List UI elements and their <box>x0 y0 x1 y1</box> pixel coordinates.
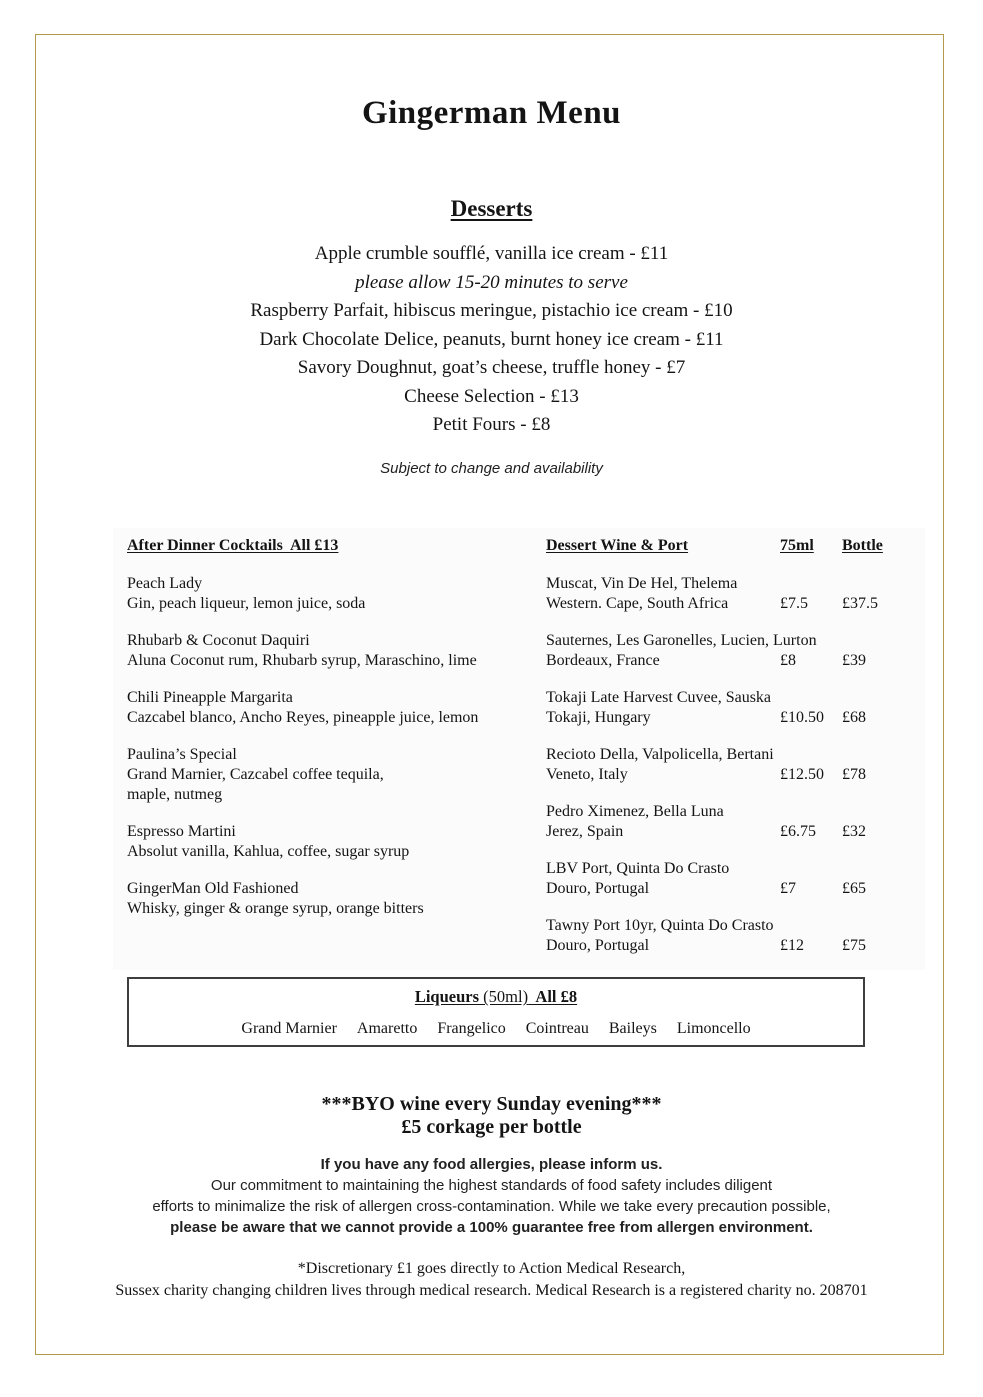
cocktail-name: GingerMan Old Fashioned <box>127 880 299 897</box>
liqueur-item: Frangelico <box>437 1020 506 1037</box>
allergy-line2: Our commitment to maintaining the highest standards of food safety includes diligent <box>210 1177 773 1194</box>
wine-name: Recioto Della, Valpolicella, Bertani <box>546 746 774 763</box>
wine-entry <box>546 574 880 614</box>
page-title: Gingerman Menu <box>361 95 622 131</box>
wine-price-bottle: £75 <box>842 937 866 954</box>
dessert-list <box>0 240 983 440</box>
wine-price-bottle: £37.5 <box>842 595 878 612</box>
wine-region: Douro, Portugal <box>546 937 650 954</box>
dessert-item-note: please allow 15-20 minutes to serve <box>355 271 628 293</box>
charity-line2: Sussex charity changing children lives through medical research. Medical Research is a registered charity no. 208701 <box>115 1282 868 1299</box>
cocktail-entry <box>127 574 527 614</box>
wine-region: Veneto, Italy <box>546 766 628 783</box>
liqueur-item: Baileys <box>608 1020 657 1037</box>
cocktail-desc: Gin, peach liqueur, lemon juice, soda <box>127 595 366 612</box>
wine-price-bottle: £65 <box>842 880 866 897</box>
liqueur-item: Amaretto <box>356 1020 418 1037</box>
wine-col-75ml: 75ml <box>780 537 814 554</box>
wine-region: Jerez, Spain <box>546 823 624 840</box>
wine-price-75ml: £12.50 <box>780 766 824 783</box>
byo-line1: ***BYO wine every Sunday evening*** <box>321 1093 662 1115</box>
cocktail-name: Chili Pineapple Margarita <box>127 689 293 706</box>
wine-name: Tokaji Late Harvest Cuvee, Sauska <box>546 689 772 706</box>
wine-name: LBV Port, Quinta Do Crasto <box>546 860 730 877</box>
liqueurs-heading-word: Liqueurs <box>414 987 480 1006</box>
cocktail-entry <box>127 879 527 919</box>
allergy-line3: efforts to minimalize the risk of allergen cross-contamination. While we take every precaution possible, <box>152 1198 831 1215</box>
dessert-item: Cheese Selection - £13 <box>404 385 579 407</box>
cocktail-name: Rhubarb & Coconut Daquiri <box>127 632 310 649</box>
cocktail-desc: Absolut vanilla, Kahlua, coffee, sugar syrup <box>127 843 410 860</box>
wine-region: Bordeaux, France <box>546 652 660 669</box>
dessert-item: Raspberry Parfait, hibiscus meringue, pistachio ice cream - £10 <box>250 300 733 321</box>
liqueurs-heading-size: (50ml) <box>479 987 529 1006</box>
wine-heading: Dessert Wine & Port <box>546 537 689 554</box>
byo-line2: £5 corkage per bottle <box>401 1115 582 1138</box>
desserts-heading: Desserts <box>450 196 533 221</box>
wine-price-bottle: £78 <box>842 766 866 783</box>
wine-price-75ml: £12 <box>780 937 804 954</box>
cocktail-name: Peach Lady <box>127 575 203 592</box>
cocktail-desc: Grand Marnier, Cazcabel coffee tequila, <box>127 766 384 783</box>
wine-name: Tawny Port 10yr, Quinta Do Crasto <box>546 917 774 934</box>
cocktail-entry <box>127 688 527 728</box>
charity-notice <box>0 1258 983 1302</box>
availability-note: Subject to change and availability <box>380 460 603 477</box>
wine-entry <box>546 631 880 671</box>
wine-entry <box>546 859 880 899</box>
cocktails-heading: After Dinner Cocktails All £13 <box>127 537 339 554</box>
cocktail-desc: Whisky, ginger & orange syrup, orange bitters <box>127 900 424 917</box>
wine-region: Tokaji, Hungary <box>546 709 651 726</box>
allergy-line1: If you have any food allergies, please inform us. <box>320 1156 663 1173</box>
wine-price-bottle: £39 <box>842 652 866 669</box>
charity-line1: *Discretionary £1 goes directly to Action Medical Research, <box>297 1260 686 1277</box>
wine-region: Western. Cape, South Africa <box>546 595 729 612</box>
wine-price-bottle: £32 <box>842 823 866 840</box>
wine-region: Douro, Portugal <box>546 880 650 897</box>
dessert-item: Petit Fours - £8 <box>432 414 551 435</box>
liqueur-item: Grand Marnier <box>241 1020 337 1037</box>
wine-price-bottle: £68 <box>842 709 866 726</box>
cocktail-name: Espresso Martini <box>127 823 236 840</box>
wine-entry <box>546 802 880 842</box>
wine-price-75ml: £6.75 <box>780 823 816 840</box>
wine-entry <box>546 688 880 728</box>
wine-column <box>546 536 883 973</box>
byo-notice <box>0 1093 983 1138</box>
wine-header-row <box>546 536 883 556</box>
wine-entry <box>546 745 880 785</box>
allergy-line4: please be aware that we cannot provide a 100% guarantee free from allergen environment. <box>170 1219 813 1236</box>
cocktail-desc: maple, nutmeg <box>127 786 223 803</box>
dessert-item: Dark Chocolate Delice, peanuts, burnt honey ice cream - £11 <box>259 328 724 350</box>
cocktail-entry <box>127 822 527 862</box>
allergy-notice <box>0 1154 983 1238</box>
liqueurs-box <box>127 977 865 1047</box>
cocktail-entry <box>127 745 527 805</box>
liqueur-item: Limoncello <box>676 1020 751 1037</box>
wine-price-75ml: £7.5 <box>780 595 808 612</box>
cocktail-entry <box>127 631 527 671</box>
cocktail-name: Paulina’s Special <box>127 746 237 763</box>
cocktails-column <box>127 536 527 936</box>
dessert-item: Savory Doughnut, goat’s cheese, truffle honey - £7 <box>297 357 686 378</box>
wine-price-75ml: £10.50 <box>780 709 824 726</box>
wine-name: Muscat, Vin De Hel, Thelema <box>546 575 738 592</box>
wine-entry <box>546 916 880 956</box>
liqueurs-heading-price: All £8 <box>528 987 578 1006</box>
liqueur-items <box>129 1020 863 1038</box>
wine-name: Pedro Ximenez, Bella Luna <box>546 803 724 820</box>
dessert-item: Apple crumble soufflé, vanilla ice cream - £11 <box>314 243 669 264</box>
wine-price-75ml: £7 <box>780 880 796 897</box>
wine-price-75ml: £8 <box>780 652 796 669</box>
liqueurs-heading <box>129 987 863 1007</box>
wine-name: Sauternes, Les Garonelles, Lucien, Lurton <box>546 632 817 649</box>
liqueur-item: Cointreau <box>525 1020 589 1037</box>
wine-col-bottle: Bottle <box>842 537 883 554</box>
cocktail-desc: Cazcabel blanco, Ancho Reyes, pineapple juice, lemon <box>127 709 479 726</box>
cocktail-desc: Aluna Coconut rum, Rhubarb syrup, Maraschino, lime <box>127 652 477 669</box>
